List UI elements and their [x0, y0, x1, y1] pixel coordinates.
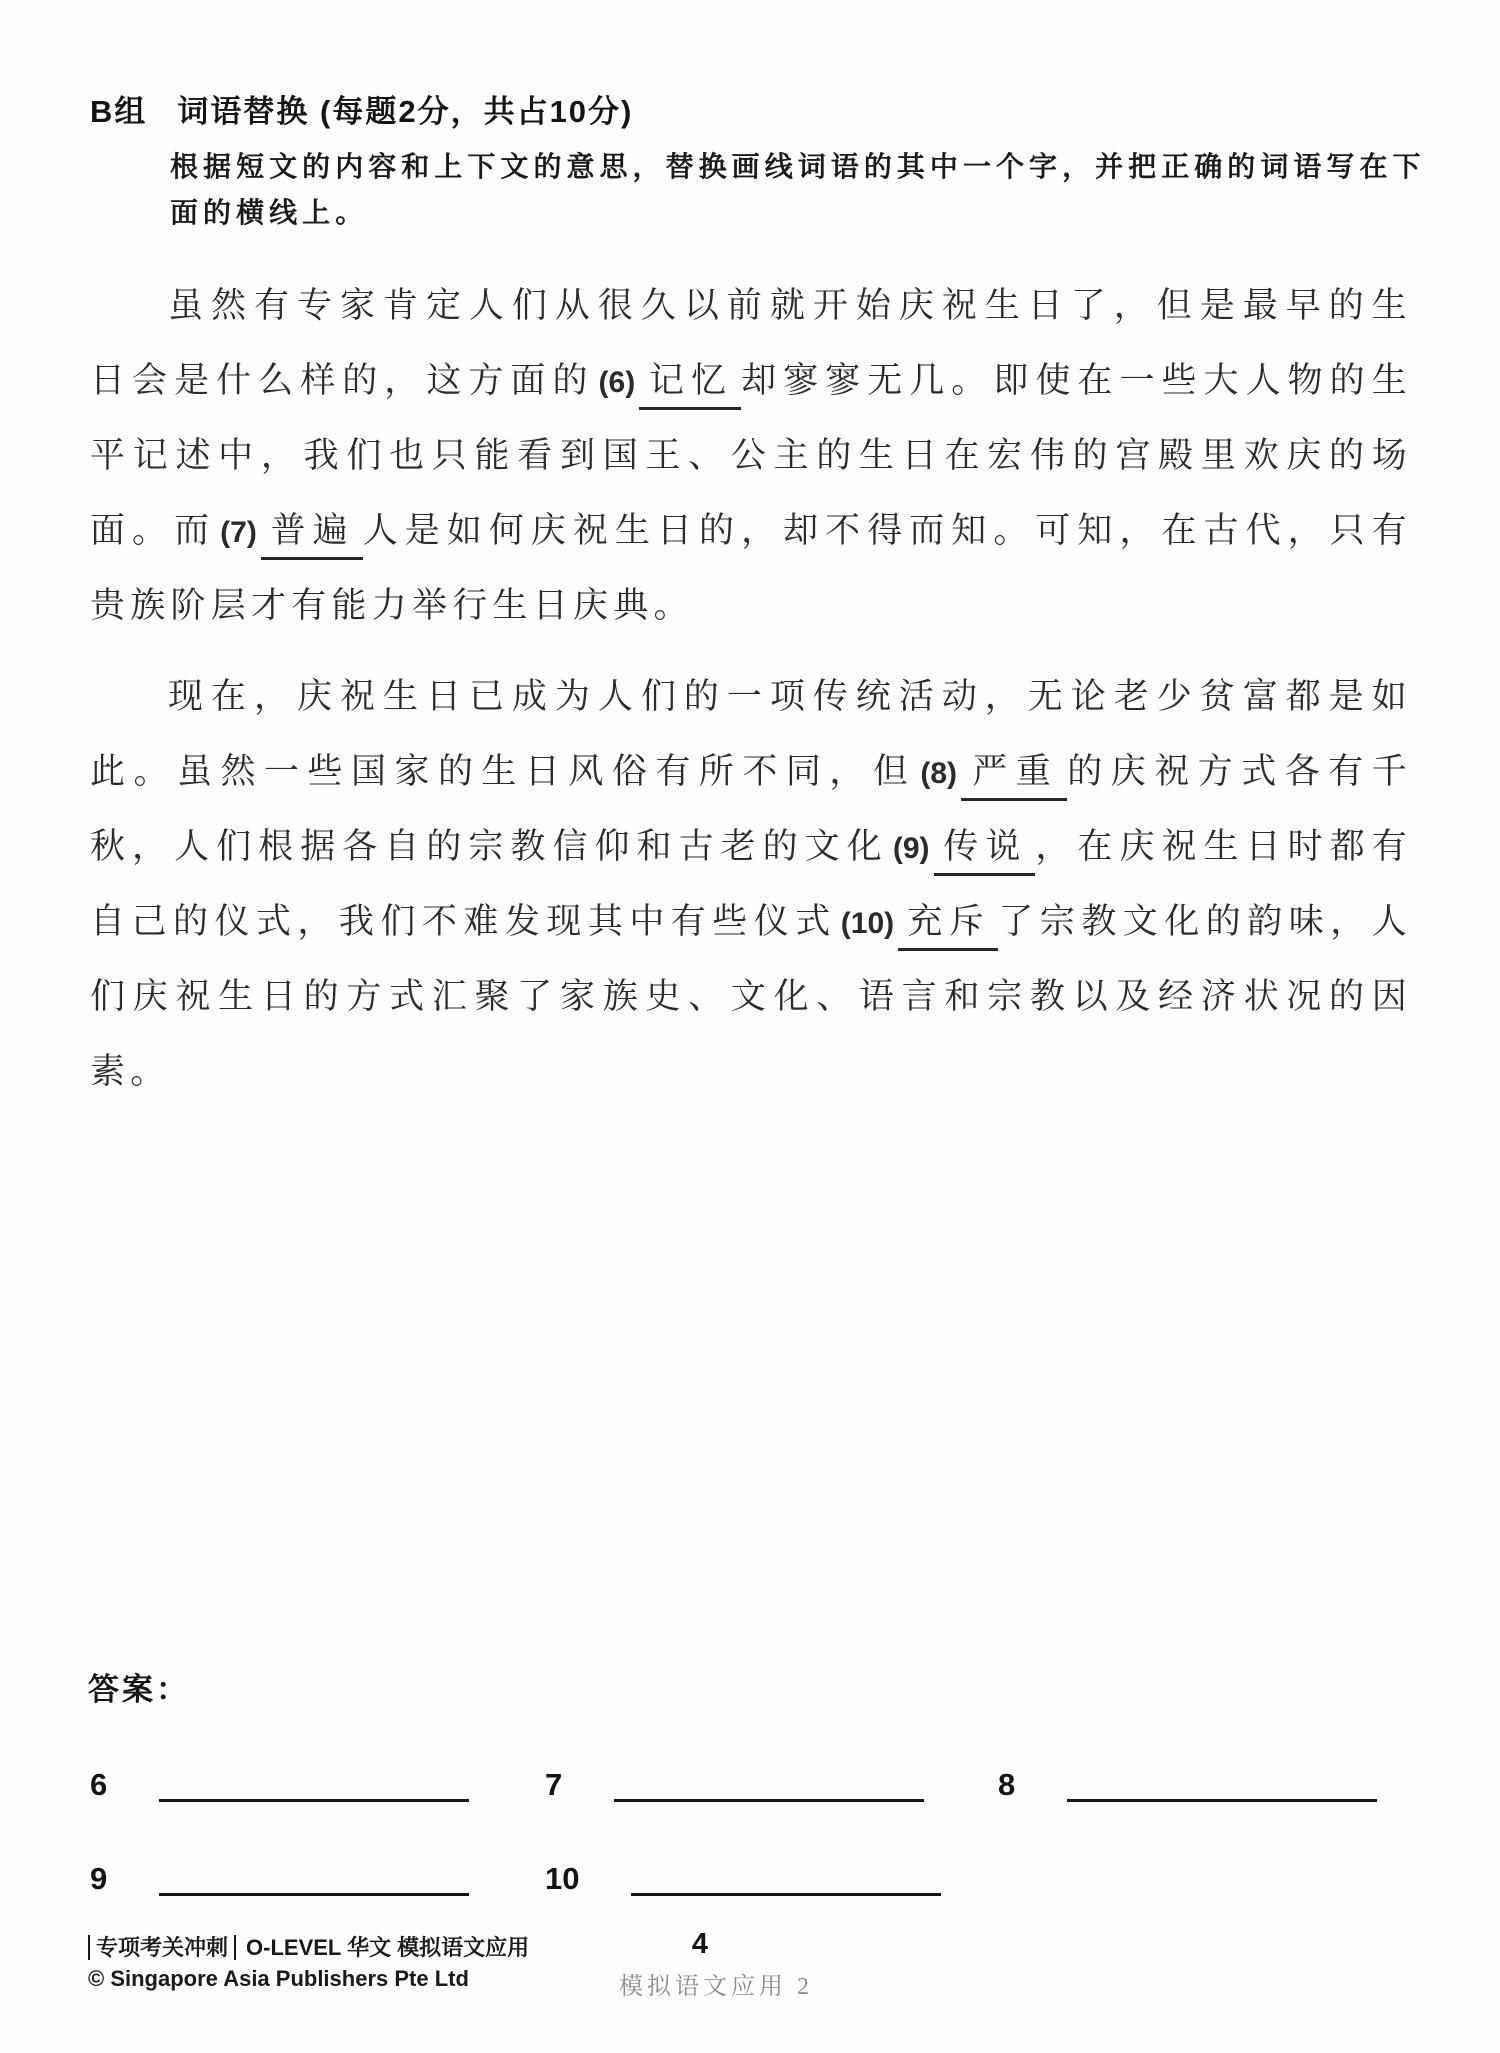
passage-text: ，在庆祝生日时都有 [1035, 827, 1412, 866]
footer-publisher-block [88, 1932, 529, 1994]
passage-line [90, 493, 1412, 568]
passage-line [90, 659, 1412, 734]
passage-text: 的庆祝方式各有千 [1067, 752, 1412, 791]
footer-series-line [88, 1932, 529, 1963]
section-title: 词语替换 (每题2分，共占10分) [177, 94, 634, 129]
footer-series-badge: 专项考关冲刺 [88, 1935, 236, 1960]
passage-line [90, 809, 1412, 884]
instruction-line: 面的横线上。 [170, 197, 369, 228]
answer-number-8: 8 [998, 1767, 1016, 1802]
answer-blank-6[interactable] [159, 1769, 469, 1802]
footer-series-title: O-LEVEL 华文 模拟语文应用 [246, 1935, 530, 1960]
passage-text: 们庆祝生日的方式汇聚了家族史、文化、语言和宗教以及经济状况的因 [90, 977, 1412, 1016]
passage-line [90, 959, 1412, 1034]
answer-row-7 [545, 1768, 924, 1802]
underlined-word: 严重 [961, 752, 1067, 801]
answer-blank-8[interactable] [1067, 1769, 1377, 1802]
question-number: (9) [892, 832, 930, 865]
passage-line [90, 268, 1412, 343]
footer-copyright: © Singapore Asia Publishers Pte Ltd [88, 1966, 469, 1991]
footer-book-label: 模拟语文应用 2 [619, 1974, 813, 2000]
passage-paragraph [90, 659, 1412, 1109]
instruction-line: 根据短文的内容和上下文的意思，替换画线词语的其中一个字，并把正确的词语写在下 [170, 151, 1426, 182]
question-number: (7) [220, 516, 257, 549]
passage-text: 却寥寥无几。即使在一些大人物的生 [741, 361, 1412, 400]
passage-line [90, 568, 1412, 643]
underlined-word: 普遍 [261, 511, 363, 560]
answer-row-6 [90, 1768, 469, 1802]
answer-row-8 [998, 1768, 1377, 1802]
passage-text: 面。而 [90, 511, 217, 550]
question-number: (8) [920, 757, 958, 790]
passage-text: 贵族阶层才有能力举行生日庆典。 [90, 586, 694, 625]
passage-line [90, 1034, 1412, 1109]
section-group-label: B组 [90, 94, 148, 129]
passage-line [90, 418, 1412, 493]
passage-text: 自己的仪式，我们不难发现其中有些仪式 [90, 902, 837, 941]
page-number: 4 [691, 1928, 709, 1960]
passage [90, 268, 1412, 1109]
passage-text: 秋，人们根据各自的宗教信仰和古老的文化 [90, 827, 889, 866]
underlined-word: 记忆 [639, 361, 741, 410]
answer-row-9 [90, 1862, 469, 1896]
passage-text: 素。 [90, 1052, 171, 1091]
answer-number-7: 7 [545, 1767, 563, 1802]
passage-text: 此。虽然一些国家的生日风俗有所不同，但 [90, 752, 917, 791]
answer-number-6: 6 [90, 1767, 108, 1802]
passage-text: 虽然有专家肯定人们从很久以前就开始庆祝生日了，但是最早的生 [168, 286, 1412, 325]
question-number: (10) [840, 907, 895, 940]
passage-line [90, 734, 1412, 809]
answer-blank-9[interactable] [159, 1863, 469, 1896]
passage-paragraph [90, 268, 1412, 643]
passage-text: 了宗教文化的韵味，人 [998, 902, 1412, 941]
instructions [170, 144, 1430, 236]
answer-blank-7[interactable] [614, 1769, 924, 1802]
answer-blank-10[interactable] [631, 1863, 941, 1896]
answer-number-10: 10 [545, 1861, 580, 1896]
answer-number-9: 9 [90, 1861, 108, 1896]
underlined-word: 传说 [934, 827, 1036, 876]
passage-text: 现在，庆祝生日已成为人们的一项传统活动，无论老少贫富都是如 [168, 677, 1412, 716]
passage-text: 日会是什么样的，这方面的 [90, 361, 595, 400]
passage-line [90, 884, 1412, 959]
section-header [90, 86, 633, 131]
passage-line [90, 343, 1412, 418]
answers-label: 答案： [88, 1672, 190, 1707]
passage-text: 平记述中，我们也只能看到国王、公主的生日在宏伟的宫殿里欢庆的场 [90, 436, 1412, 475]
passage-text: 人是如何庆祝生日的，却不得而知。可知，在古代，只有 [362, 511, 1412, 550]
underlined-word: 充斥 [898, 902, 998, 951]
answer-row-10 [545, 1862, 941, 1896]
question-number: (6) [598, 366, 636, 399]
